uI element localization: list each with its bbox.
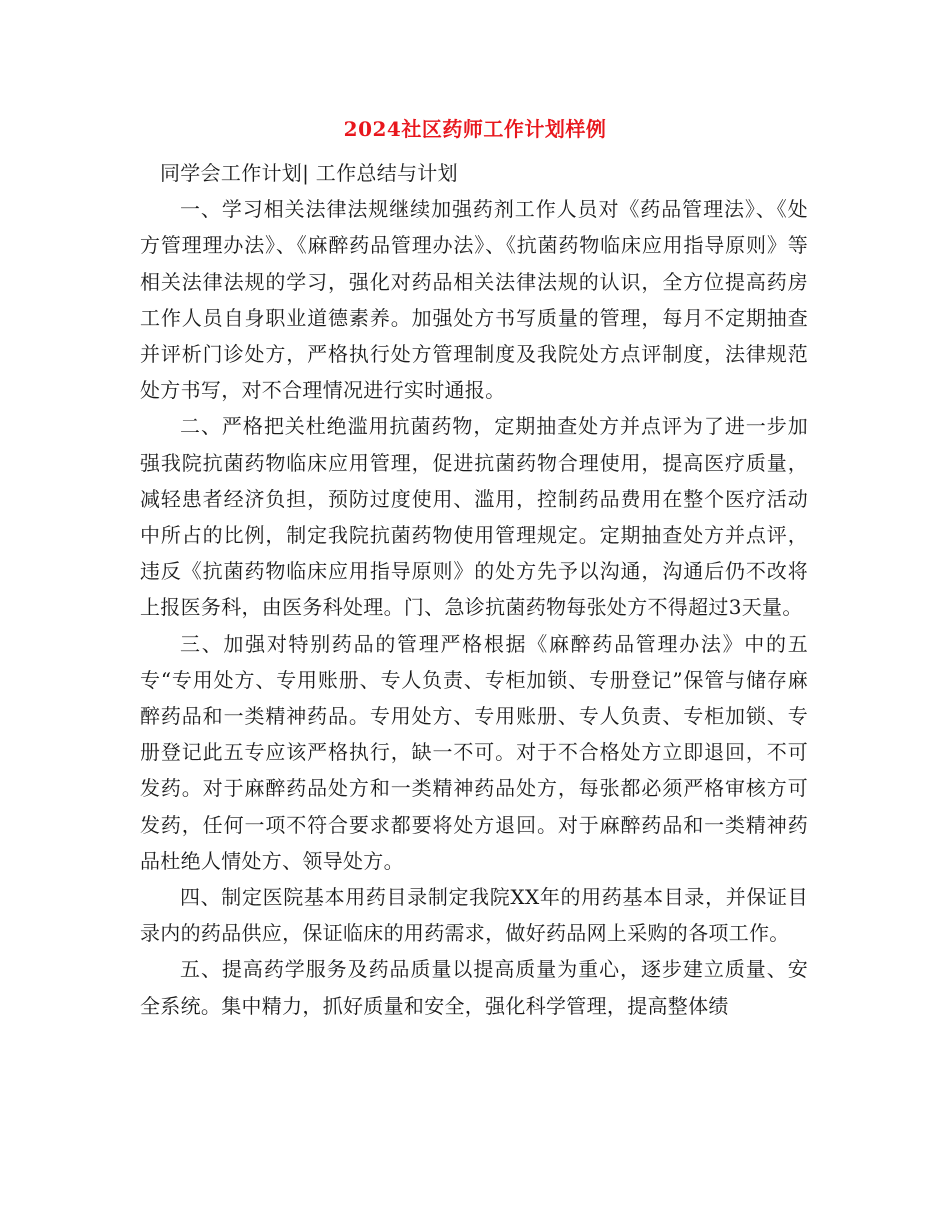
paragraph-2: 二、严格把关杜绝滥用抗菌药物，定期抽查处方并点评为了进一步加强我院抗菌药物临床应用管理，促进抗菌药物合理使用，提高医疗质量，减轻患者经济负担，预防过度使用、滥用，控制药品费用在整个医疗活动中所占的比例，制定我院抗菌药物使用管理规定。定期抽查处方并点评，违反《抗菌药物临床应用指导原则》的处方先予以沟通，沟通后仍不改将上报医务科，由医务科处理。门、急诊抗菌药物每张处方不得超过3天量。	[140, 414, 808, 620]
paragraph-3: 三、加强对特别药品的管理严格根据《麻醉药品管理办法》中的五专“专用处方、专用账册、专人负责、专柜加锁、专册登记”保管与储存麻醉药品和一类精神药品。专用处方、专用账册、专人负责、专柜加锁、专册登记此五专应该严格执行，缺一不可。对于不合格处方立即退回，不可发药。对于麻醉药品处方和一类精神药品处方，每张都必须严格审核方可发药，任何一项不符合要求都要将处方退回。对于麻醉药品和一类精神药品杜绝人情处方、领导处方。	[140, 631, 808, 873]
paragraph-5: 五、提高药学服务及药品质量以提高质量为重心，逐步建立质量、安全系统。集中精力，抓好质量和安全，强化科学管理，提高整体绩	[140, 957, 808, 1018]
document-title: 2024社区药师工作计划样例	[343, 117, 607, 141]
document-subtitle: 同学会工作计划| 工作总结与计划	[160, 161, 458, 185]
paragraph-4: 四、制定医院基本用药目录制定我院XX年的用药基本目录，并保证目录内的药品供应，保证临床的用药需求，做好药品网上采购的各项工作。	[140, 885, 808, 946]
document-body	[140, 155, 808, 1024]
paragraph-1: 一、学习相关法律法规继续加强药剂工作人员对《药品管理法》、《处方管理理办法》、《麻醉药品管理办法》、《抗菌药物临床应用指导原则》等相关法律法规的学习，强化对药品相关法律法规的认识，全方位提高药房工作人员自身职业道德素养。加强处方书写质量的管理，每月不定期抽查并评析门诊处方，严格执行处方管理制度及我院处方点评制度，法律规范处方书写，对不合理情况进行实时通报。	[140, 197, 808, 403]
